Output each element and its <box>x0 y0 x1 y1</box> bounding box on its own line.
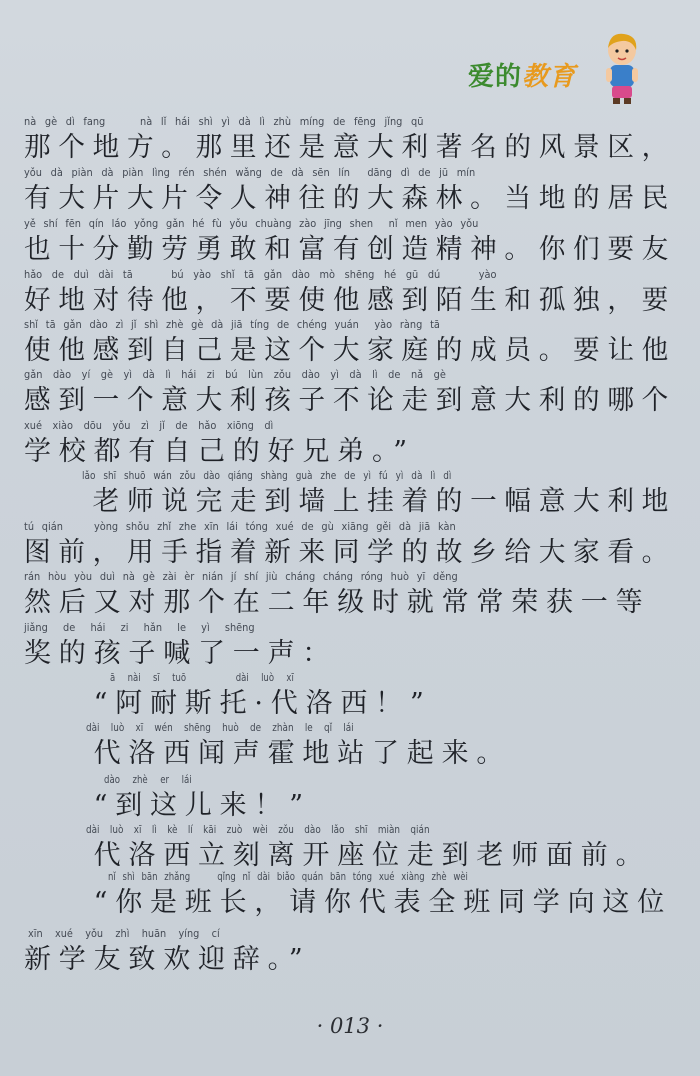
text-line <box>0 622 700 672</box>
page-number: · 013 · <box>316 1014 384 1038</box>
pinyin-line: shǐ tā gǎn dào zì jǐ shì zhè gè dà jiā tíng de chéng yuán yào ràng tā <box>24 319 440 331</box>
pinyin-line: xué xiào dōu yǒu zì jǐ de hǎo xiōng dì <box>24 420 274 432</box>
text-line <box>0 218 700 268</box>
text-line <box>0 116 700 166</box>
hanzi-line: “到这儿来！” <box>24 790 311 821</box>
hanzi-line: 然后又对那个在二年级时就常常荣获一等 <box>24 587 651 618</box>
hanzi-line: “阿耐斯托·代洛西！” <box>24 688 432 719</box>
hanzi-line: 也十分勤劳勇敢和富有创造精神。你们要友 <box>24 234 676 265</box>
hanzi-line: “你是班长，请你代表全班同学向这位 <box>24 887 673 918</box>
pinyin-line: hǎo de duì dài tā bú yào shǐ tā gǎn dào mò shēng hé gū dú yào <box>24 269 497 281</box>
text-line <box>0 722 700 772</box>
text-line <box>0 420 700 470</box>
hanzi-line: 代洛西立刻离开座位走到老师面前。 <box>24 840 651 871</box>
text-line <box>0 167 700 217</box>
text-line <box>0 269 700 319</box>
hanzi-line: 有大片大片令人神往的大森林。当地的居民 <box>24 183 676 214</box>
hanzi-line: 图前，用手指着新来同学的故乡给大家看。 <box>24 537 676 568</box>
hanzi-line: 奖的孩子喊了一声： <box>24 638 338 669</box>
pinyin-line: rán hòu yòu duì nà gè zài èr nián jí shí jiù cháng cháng róng huò yī děng <box>24 571 458 583</box>
text-line <box>0 571 700 621</box>
hanzi-line: 好地对待他，不要使他感到陌生和孤独，要 <box>24 285 676 316</box>
hanzi-line: 学校都有自己的好兄弟。” <box>24 436 415 467</box>
text-line <box>0 928 700 978</box>
pinyin-line: tú qián yòng shǒu zhǐ zhe xīn lái tóng xué de gù xiāng gěi dà jiā kàn <box>24 521 456 533</box>
hanzi-line: 使他感到自己是这个大家庭的成员。要让他 <box>24 335 676 366</box>
text-line <box>0 774 700 824</box>
text-line <box>0 521 700 571</box>
hanzi-line: 那个地方。那里还是意大利著名的风景区， <box>24 132 676 163</box>
text-line <box>0 824 700 874</box>
pinyin-line: ā nài sī tuō dài luò xī <box>110 672 294 684</box>
pinyin-line: nà gè dì fang nà lǐ hái shì yì dà lì zhù míng de fēng jǐng qū <box>24 116 424 128</box>
hanzi-line: 新学友致欢迎辞。” <box>24 944 311 975</box>
pinyin-line: dài luò xī wén shēng huò de zhàn le qǐ lái <box>86 722 354 734</box>
pinyin-line: gǎn dào yí gè yì dà lì hái zi bú lùn zǒu dào yì dà lì de nǎ gè <box>24 369 446 381</box>
header-title-part-1: 爱的 <box>468 62 523 92</box>
text-line <box>0 470 700 520</box>
text-line <box>0 672 700 722</box>
text-line <box>0 369 700 419</box>
text-line <box>0 319 700 369</box>
pinyin-line: jiǎng de hái zi hǎn le yì shēng <box>24 622 255 634</box>
text-line <box>0 871 700 921</box>
hanzi-line: 代洛西闻声霍地站了起来。 <box>24 738 512 769</box>
pinyin-line: dào zhè er lái <box>104 774 192 786</box>
pinyin-line: yě shí fēn qín láo yǒng gǎn hé fù yǒu chuàng zào jīng shen nǐ men yào yǒu <box>24 218 479 230</box>
hanzi-line: 感到一个意大利孩子不论走到意大利的哪个 <box>24 385 676 416</box>
pinyin-line: nǐ shì bān zhǎng qǐng nǐ dài biǎo quán bān tóng xué xiàng zhè wèi <box>108 871 468 883</box>
pinyin-line: yǒu dà piàn dà piàn lìng rén shén wǎng de dà sēn lín dāng dì de jū mín <box>24 167 476 179</box>
pinyin-line: lǎo shī shuō wán zǒu dào qiáng shàng guà zhe de yì fú yì dà lì dì <box>82 470 452 482</box>
hanzi-line: 老师说完走到墙上挂着的一幅意大利地 <box>24 486 676 517</box>
header-title-part-2: 教育 <box>522 62 577 92</box>
pinyin-line: xīn xué yǒu zhì huān yíng cí <box>28 928 220 940</box>
pinyin-line: dài luò xī lì kè lí kāi zuò wèi zǒu dào lǎo shī miàn qián <box>86 824 430 836</box>
